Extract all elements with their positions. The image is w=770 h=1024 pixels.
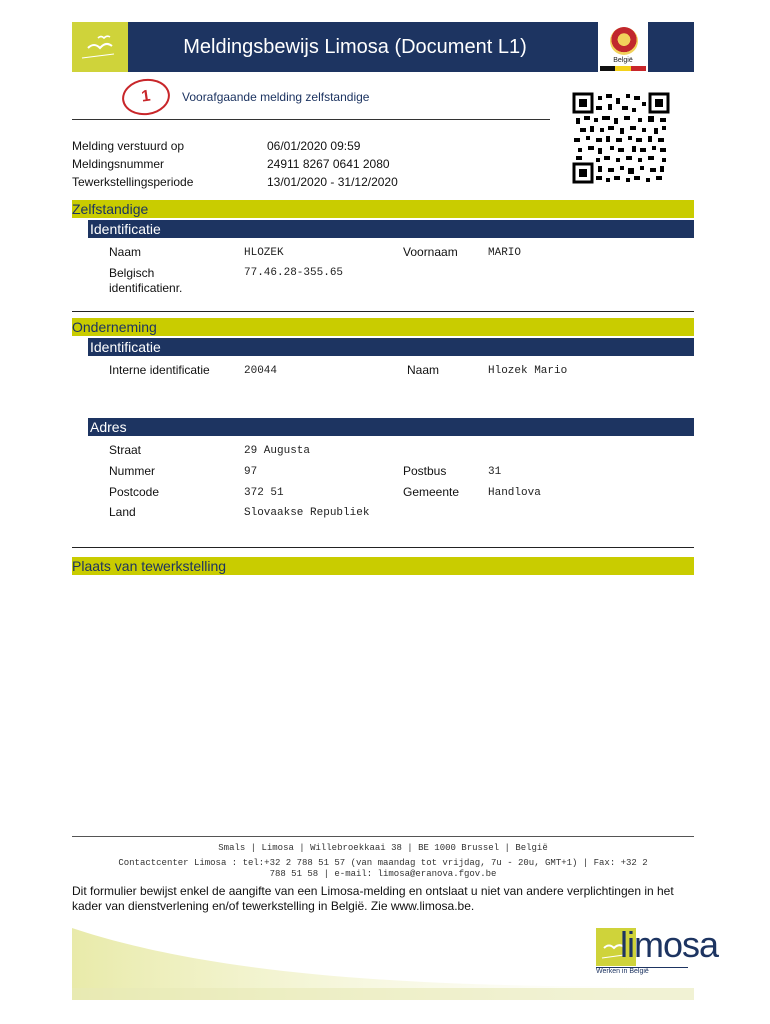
- subsection-title: Adres: [90, 419, 127, 435]
- limosa-stamp-icon: 1: [120, 76, 173, 118]
- section-onderneming: [72, 318, 694, 336]
- interne-id-value: 20044: [244, 365, 278, 377]
- qr-code-icon: [572, 92, 670, 184]
- meta-value-number: 24911 8267 0641 2080: [267, 157, 390, 171]
- meta-label-sent: Melding verstuurd op: [72, 139, 185, 153]
- subsection-title: Identificatie: [90, 339, 161, 355]
- footer-contact-line1: Contactcenter Limosa : tel:+32 2 788 51 57 (van maandag tot vrijdag, 7u - 20u, GMT+1) | Fax: +32 2: [118, 858, 648, 868]
- gemeente-label: Gemeente: [403, 485, 460, 499]
- meta-value-sent: 06/01/2020 09:59: [267, 139, 361, 153]
- section-plaats: [72, 557, 694, 575]
- naam-label: Naam: [109, 245, 142, 259]
- section-title: Zelfstandige: [72, 201, 149, 217]
- straat-value: 29 Augusta: [244, 445, 311, 457]
- postbus-value: 31: [488, 466, 502, 478]
- divider: [72, 547, 694, 548]
- subsection-adres: [88, 418, 694, 436]
- land-value: Slovaakse Republiek: [244, 507, 370, 519]
- limosa-wordmark: limosa: [620, 924, 719, 965]
- belgisch-id-value: 77.46.28-355.65: [244, 267, 344, 279]
- footer-divider: [72, 836, 694, 837]
- meta-value-period: 13/01/2020 - 31/12/2020: [267, 175, 398, 189]
- postcode-value: 372 51: [244, 487, 284, 499]
- divider: [72, 119, 550, 120]
- country-label: België: [613, 57, 633, 64]
- divider: [72, 311, 694, 312]
- disclaimer: Dit formulier bewijst enkel de aangifte van een Limosa-melding en ontslaat u niet van andere verplichtingen in het kader van dienstverlening en/of tewerkstelling in België. Zie www.limosa.be.: [72, 884, 674, 913]
- subsection-title: Identificatie: [90, 221, 161, 237]
- postbus-label: Postbus: [403, 464, 447, 478]
- straat-label: Straat: [109, 443, 142, 457]
- meta-label-number: Meldingsnummer: [72, 157, 165, 171]
- nummer-value: 97: [244, 466, 258, 478]
- belgisch-id-label-line1: Belgisch: [109, 266, 155, 280]
- onderneming-naam-value: Hlozek Mario: [488, 365, 568, 377]
- subsection-identificatie: [88, 338, 694, 356]
- meta-label-period: Tewerkstellingsperiode: [72, 175, 194, 189]
- limosa-birds-icon: [72, 22, 128, 72]
- postcode-label: Postcode: [109, 485, 160, 499]
- voornaam-value: MARIO: [488, 247, 522, 259]
- nummer-label: Nummer: [109, 464, 156, 478]
- document-title: Meldingsbewijs Limosa (Document L1): [183, 36, 527, 58]
- footer-address: Smals | Limosa | Willebroekkaai 38 | BE 1000 Brussel | België: [218, 843, 548, 853]
- notification-type: Voorafgaande melding zelfstandige: [182, 90, 370, 104]
- belgium-flag-icon: [600, 66, 646, 71]
- land-label: Land: [109, 505, 136, 519]
- belgium-crest-icon: [610, 27, 638, 55]
- section-title: Plaats van tewerkstelling: [72, 558, 227, 574]
- subsection-identificatie: [88, 220, 694, 238]
- naam-value: HLOZEK: [244, 247, 284, 259]
- section-title: Onderneming: [72, 319, 157, 335]
- footer-contact-line2: 788 51 58 | e-mail: limosa@eranova.fgov.be: [269, 869, 497, 879]
- onderneming-naam-label: Naam: [407, 363, 440, 377]
- gemeente-value: Handlova: [488, 487, 541, 499]
- voornaam-label: Voornaam: [403, 245, 458, 259]
- section-zelfstandige: [72, 200, 694, 218]
- interne-id-label: Interne identificatie: [109, 363, 210, 377]
- limosa-tagline: Werken in België: [596, 967, 688, 978]
- belgisch-id-label-line2: identificatienr.: [109, 281, 183, 295]
